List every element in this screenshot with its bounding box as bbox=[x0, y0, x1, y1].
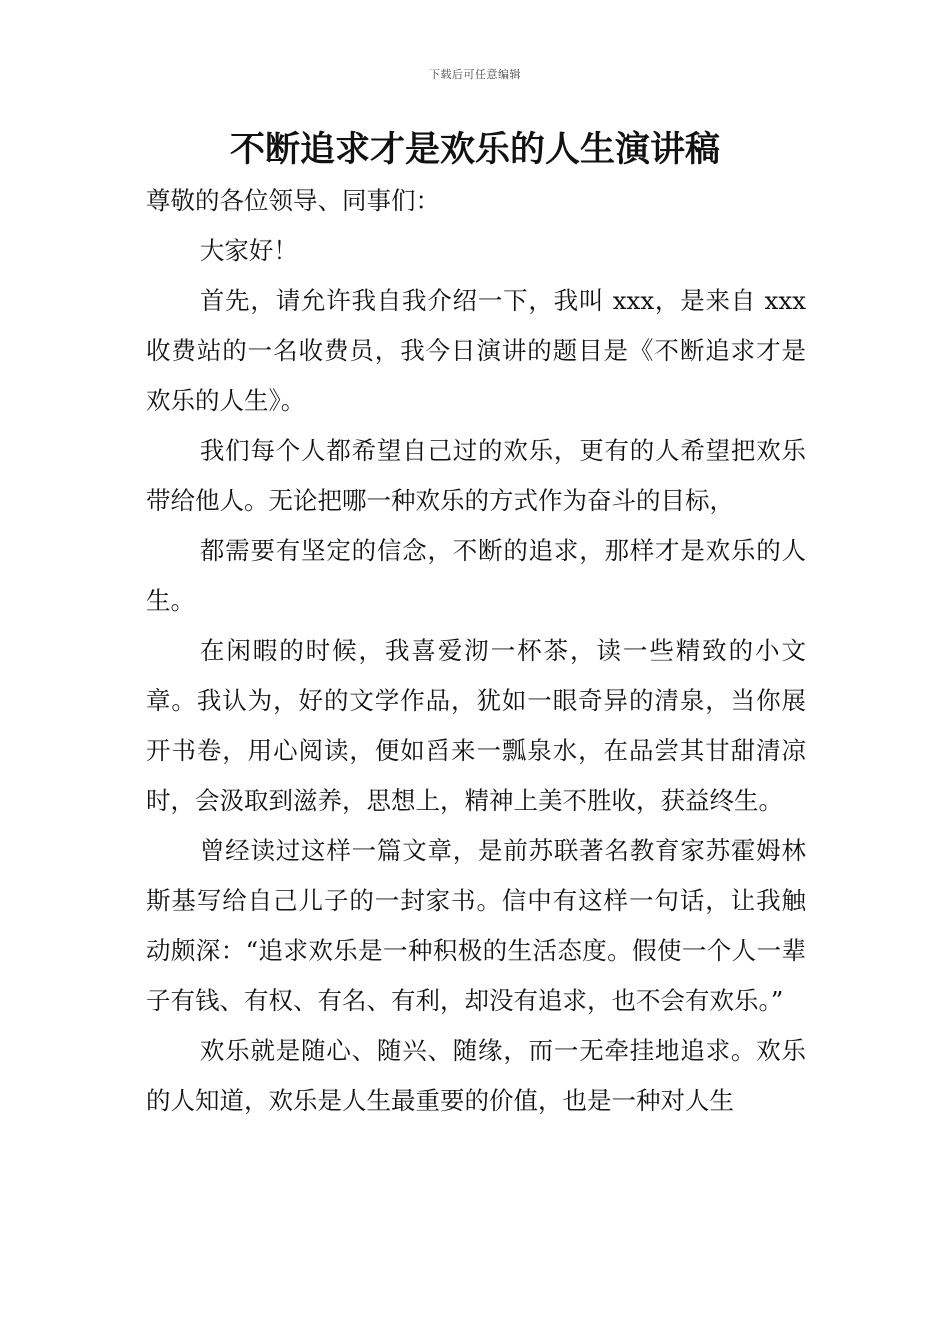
paragraph-belief: 都需要有坚定的信念，不断的追求，那样才是欢乐的人生。 bbox=[146, 536, 806, 615]
paragraph-happiness-hope: 我们每个人都希望自己过的欢乐，更有的人希望把欢乐带给他人。无论把哪一种欢乐的方式作为奋斗的目标， bbox=[146, 436, 806, 515]
document-title: 不断追求才是欢乐的人生演讲稿 bbox=[229, 130, 720, 170]
paragraph-intro: 首先，请允许我自我介绍一下，我叫 xxx，是来自 xxx 收费站的一名收费员，我今日演讲的题目是《不断追求才是欢乐的人生》。 bbox=[146, 286, 806, 415]
salutation: 尊敬的各位领导、同事们： bbox=[146, 186, 440, 215]
paragraph-reading: 在闲暇的时候，我喜爱沏一杯茶，读一些精致的小文章。我认为，好的文学作品，犹如一眼奇异的清泉，当你展开书卷，用心阅读，便如舀来一瓢泉水，在品尝其甘甜清凉时，会汲取到滋养，思想上，精神上美不胜收，获益终生。 bbox=[146, 636, 806, 815]
greeting: 大家好！ bbox=[199, 236, 298, 265]
paragraph-letter: 曾经读过这样一篇文章，是前苏联著名教育家苏霍姆林斯基写给自己儿子的一封家书。信中有这样一句话，让我触动颇深：“追求欢乐是一种积极的生活态度。假使一个人一辈子有钱、有权、有名、有利，却没有追求，也不会有欢乐。” bbox=[146, 836, 806, 1015]
paragraph-joy: 欢乐就是随心、随兴、随缘，而一无牵挂地追求。欢乐的人知道，欢乐是人生最重要的价值，也是一种对人生 bbox=[146, 1036, 806, 1115]
header-note: 下载后可任意编辑 bbox=[429, 68, 521, 81]
document-body bbox=[146, 176, 806, 1126]
